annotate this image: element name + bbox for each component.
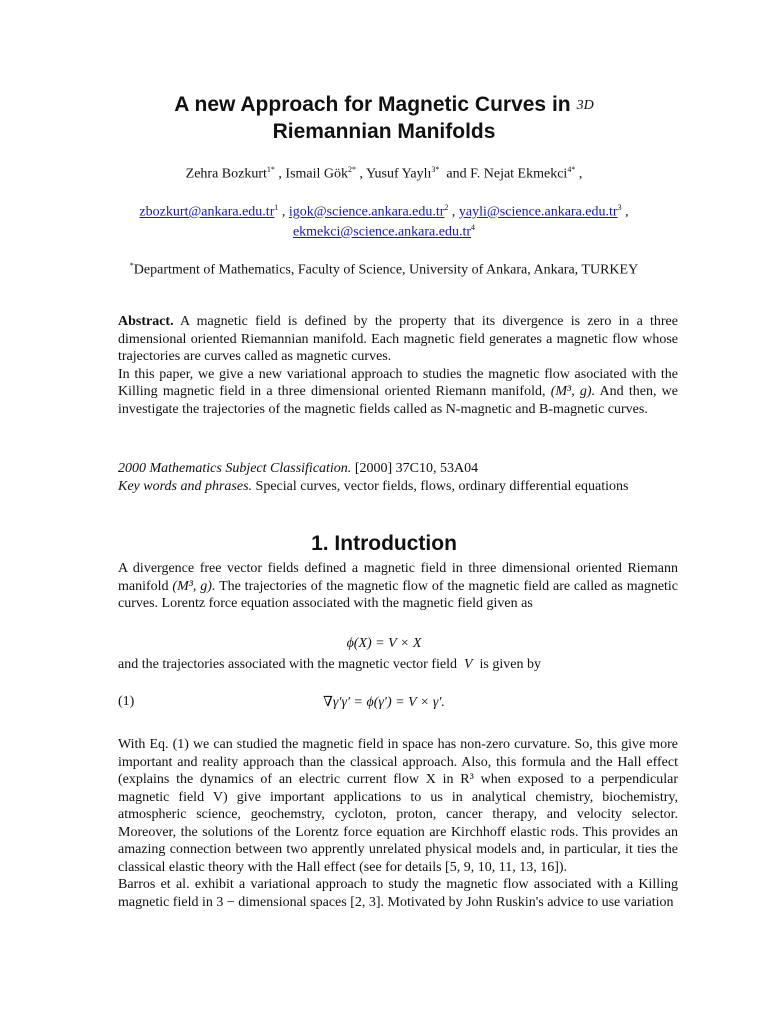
author-4: F. Nejat Ekmekci <box>470 166 568 182</box>
email-link-2[interactable]: igok@science.ankara.edu.tr <box>288 204 445 220</box>
title-dimension: 3D <box>576 98 594 113</box>
classification-block: 2000 Mathematics Subject Classification. [2000] 37C10, 53A04 Key words and phrases. Special curves, vector fields, flows, ordinary differential equations <box>118 461 629 494</box>
email-link-4[interactable]: ekmekci@science.ankara.edu.tr <box>292 224 472 240</box>
equation-1-number: (1) <box>118 694 135 709</box>
author-1: Zehra Bozkurt <box>185 166 267 182</box>
abstract-label: Abstract. <box>118 314 174 329</box>
paper-title-line2: Riemannian Manifolds <box>272 120 496 143</box>
affiliation: *Department of Mathematics, Faculty of Science, University of Ankara, Ankara, TURKEY <box>129 261 639 278</box>
author-3: Yusuf Yaylı <box>366 166 432 182</box>
section-heading-introduction: 1. Introduction <box>311 532 457 555</box>
abstract-math: (M³, g). <box>550 384 596 399</box>
intro-paragraph-2: and the trajectories associated with the magnetic vector field V is given by <box>118 657 541 672</box>
emails-line2: $ekmekci@science.ankara.edu.tr^4$ <box>292 223 476 240</box>
abstract: Abstract. A magnetic field is defined by the property that its divergence is zero in a three dimensional oriented Riemannian manifold. Each magnetic field generates a magnetic flow whose trajectories are curves called as magnetic curves. In this paper, we give a new variational approach to studies the magnetic flow asociated with the Killing magnetic field in a three dimensional oriented Riemann manifold, (M³, g). And then, we investigate the trajectories of the magnetic fields called as N-magnetic and B-magnetic curves. <box>118 314 679 417</box>
authors-line: Zehra Bozkurt$^{1*}$ , Ismail Gök$^{2*}$ , Yusuf Yaylı$^{3*}$ and F. Nejat Ekmekci$^{4*}$ , <box>185 165 583 182</box>
email-link-3[interactable]: yayli@science.ankara.edu.tr <box>458 204 618 220</box>
intro-paragraph-3: With Eq. (1) we can studied the magnetic field in space has non-zero curvature. So, this give more important and reality approach than the classical approach. Also, this formula and the Hall effect (explains the dynamics of an electric current flow X in R³ when exposed to a perpendicular magnetic field V) give important applications to us in analytical chemistry, biochemistry, atmospheric science, geochemstry, cycloton, proton, cancer therapy, and velocity selector. Moreover, the solutions of the Lorentz force equation are Kirchhoff elastic rods. This provides an amazing connection between two apprently unrelated physical models and, in particular, it ties the classical elastic theory with the Hall effect (see for details [5, 9, 10, 11, 13, 16]). Barros et al. exhibit a variational approach to study the magnetic flow associated with a Killing magnetic field in 3 − dimensional spaces [2, 3]. Motivated by John Ruskin's advice to use variation <box>118 737 678 910</box>
paper-title-line1: A new Approach for Magnetic Curves in 3D <box>174 93 594 116</box>
equation-1: ∇γ′γ′ = ϕ(γ′) = V × γ′. <box>323 695 445 710</box>
author-2: Ismail Gök <box>285 166 349 182</box>
equation-lorentz: ϕ(X) = V × X <box>346 636 422 651</box>
emails-line1: $zbozkurt@ankara.edu.tr^1$ , $igok@science.ankara.edu.tr^2$ , $yayli@science.ankara.edu.tr^3$ , <box>139 203 629 220</box>
email-link-1[interactable]: zbozkurt@ankara.edu.tr <box>139 204 275 220</box>
intro-paragraph-1: A divergence free vector fields defined a magnetic field in three dimensional oriented Riemann manifold (M³, g). The trajectories of the magnetic flow of the magnetic field are called as magnetic curves. Lorentz force equation associated with the magnetic field given as <box>118 561 679 611</box>
